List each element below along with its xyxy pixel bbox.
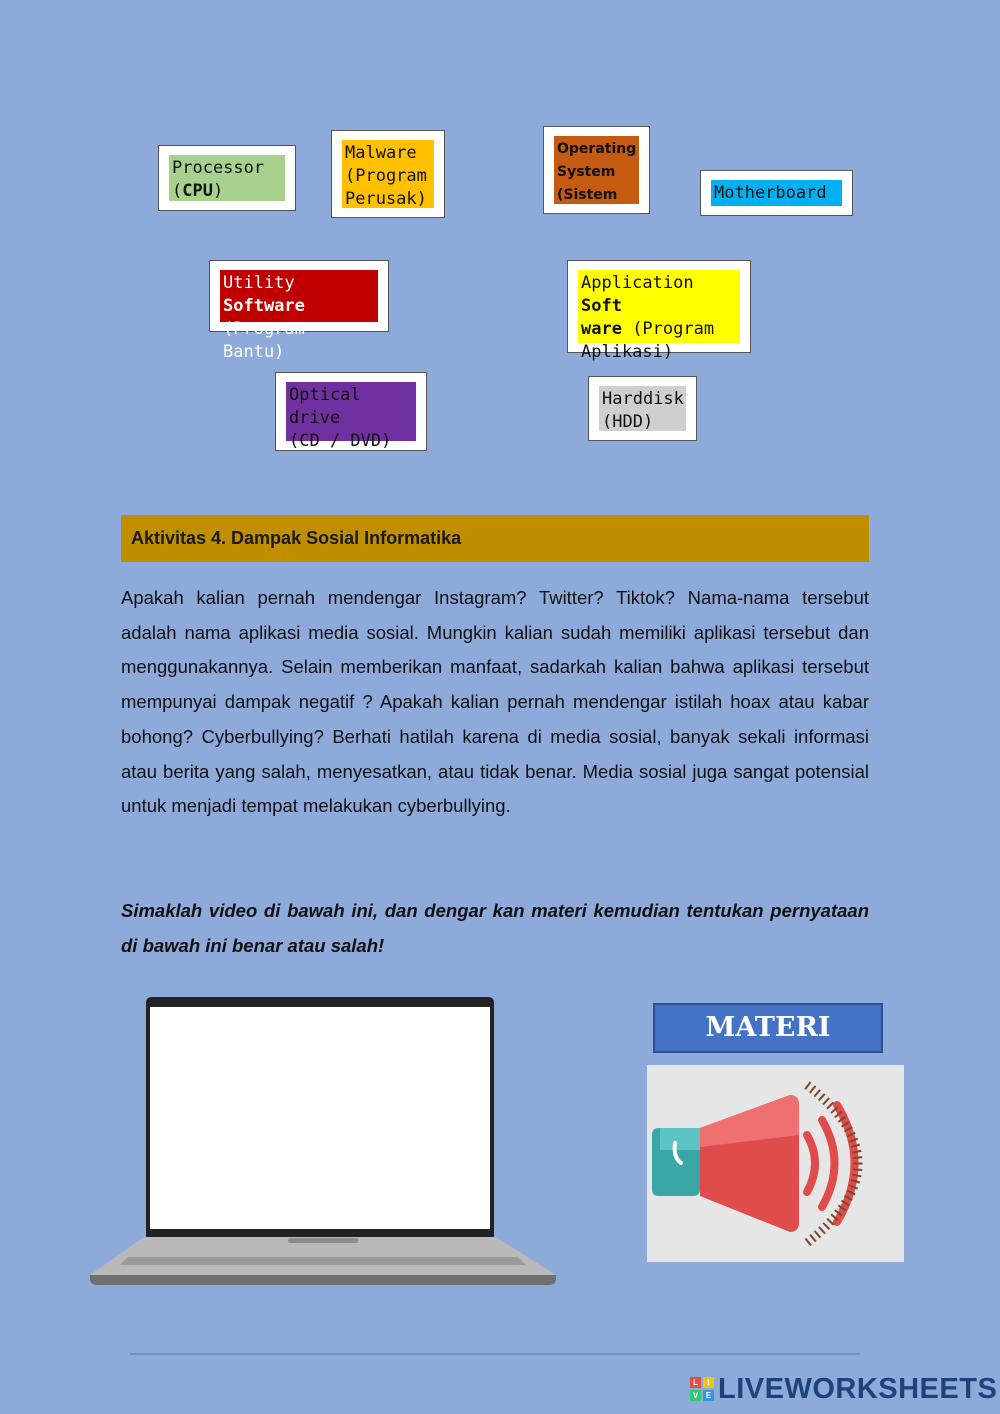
materi-button[interactable]: MATERI xyxy=(653,1003,883,1053)
card-harddisk[interactable] xyxy=(588,376,697,441)
card-os-line3: (Sistem xyxy=(557,187,618,203)
card-motherboard-label: Motherboard xyxy=(714,183,827,203)
card-os-line1: Operating xyxy=(557,141,637,157)
liveworksheets-text: LIVEWORKSHEETS xyxy=(718,1372,998,1405)
megaphone-icon[interactable] xyxy=(647,1065,904,1262)
card-malware-line3: Perusak) xyxy=(345,189,427,209)
card-app-line2: ware (Program xyxy=(581,319,715,339)
card-malware[interactable] xyxy=(331,130,445,218)
card-utility-line2: (Program Bantu) xyxy=(223,319,305,362)
card-malware-line2: (Program xyxy=(345,166,427,186)
card-processor[interactable] xyxy=(158,145,296,211)
section-title: Aktivitas 4. Dampak Sosial Informatika xyxy=(121,515,869,562)
card-os-line2: System xyxy=(557,164,616,180)
card-malware-line1: Malware xyxy=(345,143,417,163)
instruction-text: Simaklah video di bawah ini, dan dengar kan materi kemudian tentukan pernyataan di bawah ini benar atau salah! xyxy=(121,900,869,956)
card-motherboard[interactable] xyxy=(700,170,853,216)
card-app-line1: Application Soft xyxy=(581,273,694,316)
laptop-icon[interactable] xyxy=(88,995,558,1290)
card-harddisk-line2: (HDD) xyxy=(602,412,654,432)
card-optical-line1: Optical drive xyxy=(289,385,361,428)
footer-divider xyxy=(130,1353,860,1355)
card-optical-drive[interactable] xyxy=(275,372,427,451)
card-operating-system[interactable] xyxy=(543,126,650,214)
liveworksheets-brand[interactable] xyxy=(690,1373,997,1405)
card-optical-line2: (CD / DVD) xyxy=(289,431,392,451)
card-utility-line1: Utility Software xyxy=(223,273,305,316)
card-processor-line2: (CPU) xyxy=(172,181,224,201)
card-processor-line1: Processor xyxy=(172,158,265,178)
body-paragraph: Apakah kalian pernah mendengar Instagram? Twitter? Tiktok? Nama-nama tersebut adalah nama aplikasi media sosial. Mungkin kalian sudah memiliki aplikasi tersebut dan menggunakannya. Selain memberikan manfaat, sadarkah kalian bahwa aplikasi tersebut mempunyai dampak negatif ? Apakah kalian pernah mendengar istilah hoax atau kabar bohong? Cyberbullying? Berhati hatilah karena di media sosial, banyak sekali informasi atau berita yang salah, menyesatkan, atau tidak benar. Media sosial juga sangat potensial untuk menjadi tempat melakukan cyberbullying. xyxy=(121,587,869,817)
card-app-line3: Aplikasi) xyxy=(581,342,674,362)
card-harddisk-line1: Harddisk xyxy=(602,389,684,409)
liveworksheets-logo-icon: L I V E xyxy=(690,1377,714,1401)
card-application-software[interactable] xyxy=(567,260,751,362)
card-utility-software[interactable] xyxy=(209,260,389,362)
